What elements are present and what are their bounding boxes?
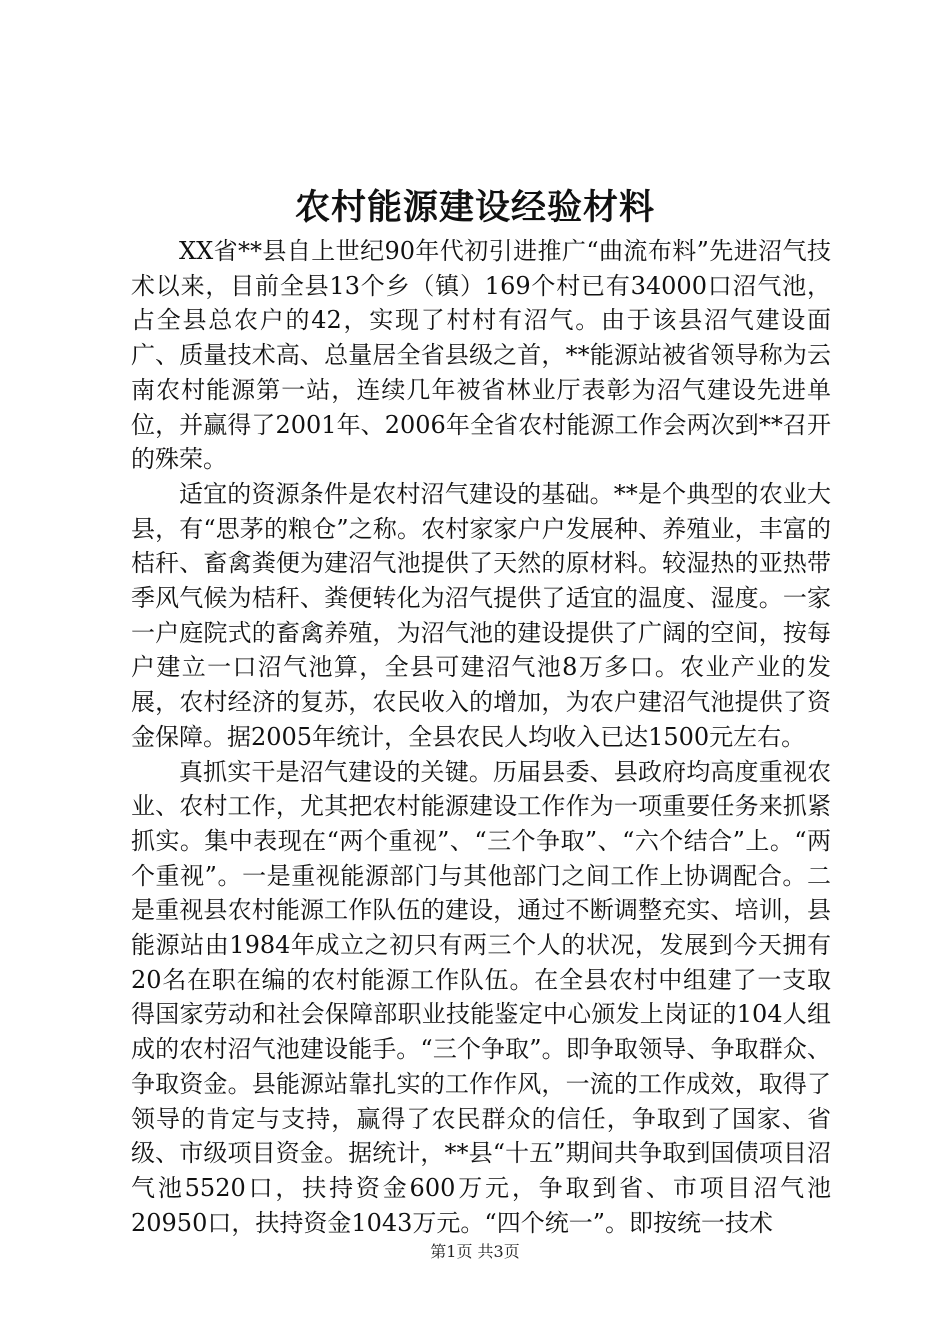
paragraph-key-work: 真抓实干是沼气建设的关键。历届县委、县政府均高度重视农业、农村工作，尤其把农村能源建设工作作为一项重要任务来抓紧抓实。集中表现在“两个重视”、“三个争取”、“六个结合”上。“两个重视”。一是重视能源部门与其他部门之间工作上协调配合。二是重视县农村能源工作队伍的建设，通过不断调整充实、培训，县能源站由1984年成立之初只有两三个人的状况，发展到今天拥有20名在职在编的农村能源工作队伍。在全县农村中组建了一支取得国家劳动和社会保障部职业技能鉴定中心颁发上岗证的104人组成的农村沼气池建设能手。“三个争取”。即争取领导、争取群众、争取资金。县能源站靠扎实的工作作风，一流的工作成效，取得了领导的肯定与支持，赢得了农民群众的信任，争取到了国家、省级、市级项目资金。据统计，**县“十五”期间共争取到国债项目沼气池5520口，扶持资金600万元，争取到省、市项目沼气池20950口，扶持资金1043万元。“四个统一”。即按统一技术 — [131, 757, 831, 1237]
document-title: 农村能源建设经验材料 — [294, 187, 655, 228]
page-number-footer: 第1页 共3页 — [430, 1242, 520, 1261]
paragraph-resource-conditions: 适宜的资源条件是农村沼气建设的基础。**是个典型的农业大县，有“思茅的粮仓”之称。农村家家户户发展种、养殖业，丰富的桔秆、畜禽粪便为建沼气池提供了天然的原材料。较湿热的亚热带季风气候为桔秆、粪便转化为沼气提供了适宜的温度、湿度。一家一户庭院式的畜禽养殖，为沼气池的建设提供了广阔的空间，按每户建立一口沼气池算，全县可建沼气池8万多口。农业产业的发展，农村经济的复苏，农民收入的增加，为农户建沼气池提供了资金保障。据2005年统计，全县农民人均收入已达1500元左右。 — [131, 479, 831, 751]
paragraph-intro: XX省**县自上世纪90年代初引进推广“曲流布料”先进沼气技术以来，目前全县13个乡（镇）169个村已有34000口沼气池，占全县总农户的42，实现了村村有沼气。由于该县沼气建设面广、质量技术高、总量居全省县级之首，**能源站被省领导称为云南农村能源第一站，连续几年被省林业厅表彰为沼气建设先进单位，并赢得了2001年、2006年全省农村能源工作会两次到**召开的殊荣。 — [131, 237, 831, 474]
document-body — [131, 234, 831, 1240]
